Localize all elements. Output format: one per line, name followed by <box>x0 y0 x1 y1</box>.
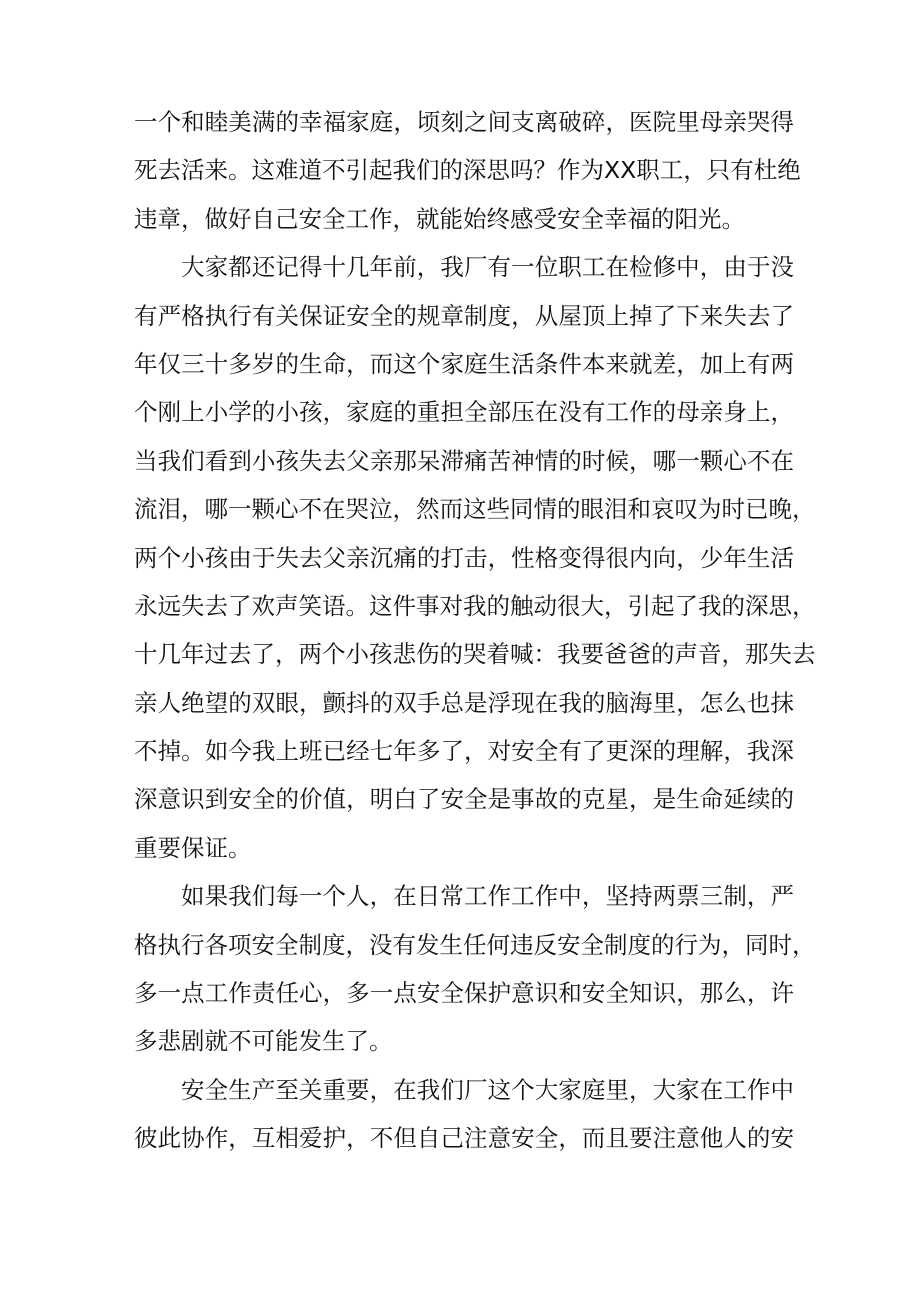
text-line: 多悲剧就不可能发生了。 <box>134 1027 393 1056</box>
text-line: 永远失去了欢声笑语。这件事对我的触动很大，引起了我的深思， <box>134 591 816 620</box>
document-body <box>134 98 816 1163</box>
text-line: 年仅三十多岁的生命，而这个家庭生活条件本来就差，加上有两 <box>134 349 794 378</box>
text-line: 重要保证。 <box>134 833 252 862</box>
text-line: 亲人绝望的双眼，颤抖的双手总是浮现在我的脑海里，怎么也抹 <box>134 688 794 717</box>
text-line: 多一点工作责任心，多一点安全保护意识和安全知识，那么，许 <box>134 979 794 1008</box>
text-line: 有严格执行有关保证安全的规章制度，从屋顶上掉了下来失去了 <box>134 301 794 330</box>
text-line: 违章，做好自己安全工作，就能始终感受安全幸福的阳光。 <box>134 204 745 233</box>
text-line: 十几年过去了，两个小孩悲伤的哭着喊：我要爸爸的声音，那失去 <box>134 640 816 669</box>
text-line: 一个和睦美满的幸福家庭，顷刻之间支离破碎，医院里母亲哭得 <box>134 108 794 136</box>
text-line: 死去活来。这难道不引起我们的深思吗？作为XX职工，只有杜绝 <box>134 156 801 185</box>
text-line: 如果我们每一个人，在日常工作工作中，坚持两票三制，严 <box>181 882 794 911</box>
text-line: 两个小孩由于失去父亲沉痛的打击，性格变得很内向，少年生活 <box>134 543 794 572</box>
text-line: 深意识到安全的价值，明白了安全是事故的克星，是生命延续的 <box>134 785 794 814</box>
text-line: 个刚上小学的小孩，家庭的重担全部压在没有工作的母亲身上， <box>134 398 794 427</box>
text-line: 格执行各项安全制度，没有发生任何违反安全制度的行为，同时， <box>134 930 816 959</box>
text-line: 大家都还记得十几年前，我厂有一位职工在检修中，由于没 <box>181 253 794 282</box>
text-line: 当我们看到小孩失去父亲那呆滞痛苦神情的时候，哪一颗心不在 <box>134 446 794 475</box>
text-line: 不掉。如今我上班已经七年多了，对安全有了更深的理解，我深 <box>134 737 794 766</box>
text-line: 流泪，哪一颗心不在哭泣，然而这些同情的眼泪和哀叹为时已晚， <box>134 495 816 524</box>
text-line: 安全生产至关重要，在我们厂这个大家庭里，大家在工作中 <box>181 1075 794 1104</box>
text-line: 彼此协作，互相爱护，不但自己注意安全，而且要注意他人的安 <box>134 1124 794 1153</box>
